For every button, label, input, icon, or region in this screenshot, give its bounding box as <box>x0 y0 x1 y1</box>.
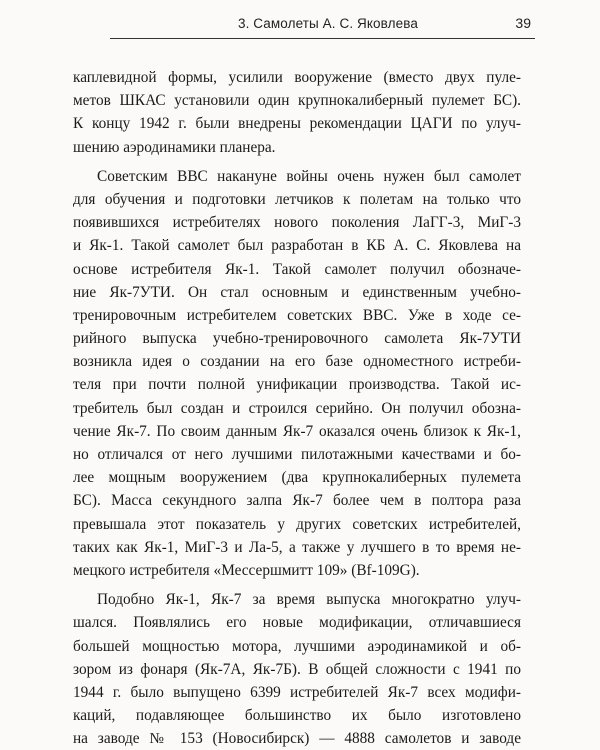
text-line: большей мощностью мотора, лучшими аэродинамикой и об- <box>73 637 521 655</box>
text-line: метов ШКАС установили один крупнокалиберный пулемет БС). <box>73 92 521 110</box>
text-line: шался. Появлялись его новые модификации, отличавшиеся <box>73 614 521 632</box>
page-header <box>0 0 600 44</box>
text-line: ние Як-7УТИ. Он стал основным и единственным учебно- <box>73 283 521 301</box>
text-line: зором из фонаря (Як-7А, Як-7Б). В общей сложности с 1941 по <box>73 660 521 678</box>
text-line: но отличался от него лучшими пилотажными качествами и бо- <box>73 446 521 463</box>
text-line: К концу 1942 г. были внедрены рекомендации ЦАГИ по улуч- <box>73 115 521 133</box>
text-line: на заводе № 153 (Новосибирск) — 4888 самолетов и заводе <box>73 730 521 748</box>
text-line: чение Як-7. По своим данным Як-7 оказался очень близок к Як-1, <box>73 422 521 440</box>
text-line: каций, подавляющее большинство их было изготовлено <box>73 707 521 725</box>
text-line: 1944 г. было выпущено 6399 истребителей Як-7 всех модифи- <box>73 683 521 701</box>
header-rule <box>110 38 535 39</box>
text-line: основе истребителя Як-1. Такой самолет получил обозначе- <box>73 260 521 278</box>
paragraph-1 <box>73 66 521 159</box>
text-line: Советским ВВС накануне войны очень нужен был самолет <box>97 167 521 185</box>
text-line: таких как Як-1, МиГ-3 и Ла-5, а также у лучшего в то время не- <box>73 538 521 556</box>
text-line: возникла идея о создании на его базе одноместного истреби- <box>73 353 521 371</box>
text-line: появившихся истребителях нового поколения ЛаГГ-3, МиГ-3 <box>73 214 521 232</box>
page-number: 39 <box>515 15 531 31</box>
text-line: теля при почти полной унификации производства. Такой ис- <box>73 376 521 394</box>
body-text <box>73 66 521 750</box>
paragraph-2 <box>73 165 521 582</box>
text-line: лее мощным вооружением (два крупнокалиберных пулемета <box>73 469 521 487</box>
text-line: шению аэродинамики планера. <box>73 138 276 156</box>
text-line: требитель был создан и строился серийно. Он получил обозна- <box>73 399 521 417</box>
text-line: тренировочным истребителем советских ВВС. Уже в ходе се- <box>73 306 521 324</box>
text-line: превышала этот показатель у других советских истребителей, <box>73 515 521 533</box>
text-line: БС). Масса секундного залпа Як-7 более чем в полтора раза <box>73 492 521 510</box>
text-line: Подобно Як-1, Як-7 за время выпуска многократно улуч- <box>97 591 521 609</box>
text-line: и Як-1. Такой самолет был разработан в КБ А. С. Яковлева на <box>73 237 521 255</box>
paragraph-3 <box>73 588 521 750</box>
running-title: 3. Самолеты А. С. Яковлева <box>238 16 418 31</box>
text-line: рийного выпуска учебно-тренировочного самолета Як-7УТИ <box>73 330 521 348</box>
text-line: мецкого истребителя «Мессершмитт 109» (Bf-109G). <box>73 561 420 579</box>
text-line: для обучения и подготовки летчиков к полетам на только что <box>73 190 521 208</box>
text-line: каплевидной формы, усилили вооружение (вместо двух пуле- <box>73 69 521 86</box>
